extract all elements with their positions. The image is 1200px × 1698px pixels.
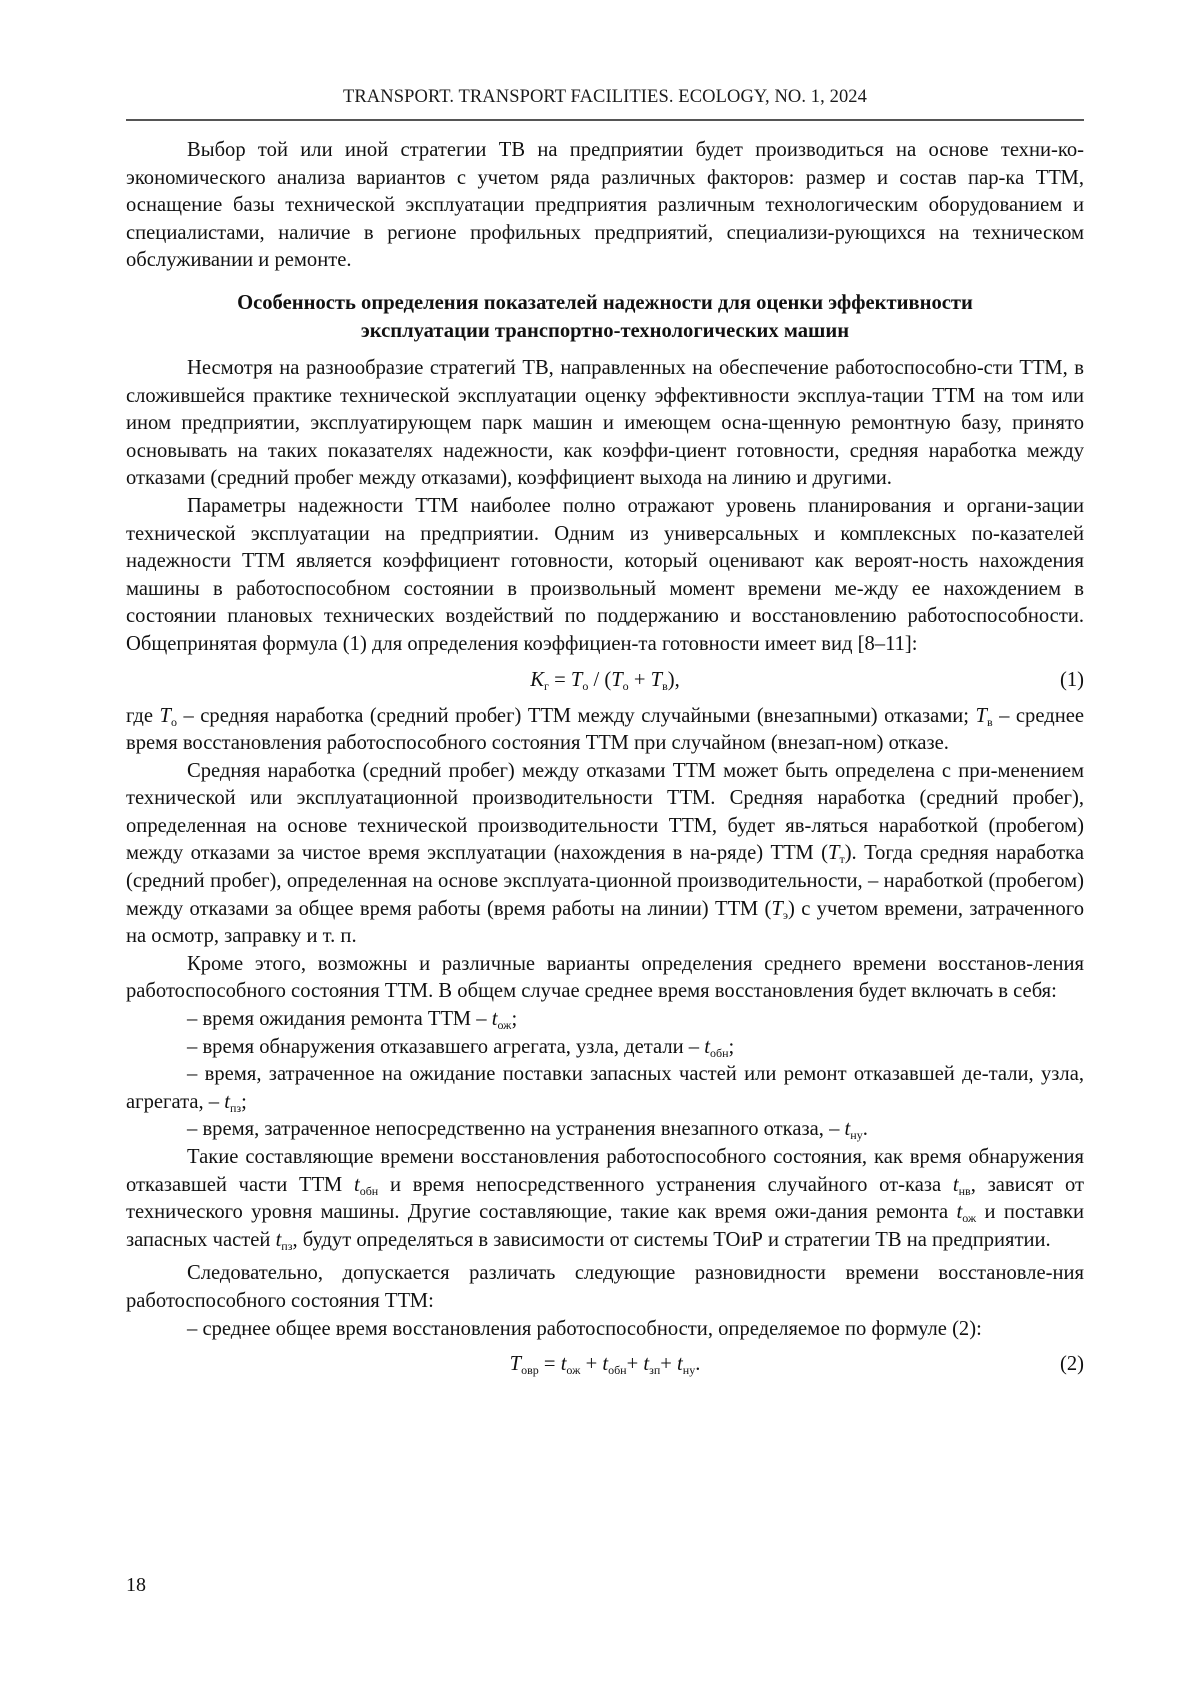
paragraph-equation-1-definitions: где $T_о$ – средняя наработка (средний пробег) ТТМ между случайными (внезапными) отказами; $T_в$ – среднее время восстановления работоспособного состояния ТТМ при случайном (внезап-ном) отказе. <box>126 704 1084 755</box>
list-item-detection-time: – время обнаружения отказавшего агрегата, узла, детали – $t_{обн}$; <box>187 1035 735 1060</box>
equation-2-body: $T_{овр} = t_{ож} + t_{обн}+ t_{зп}+ t_{ну}$. <box>509 1353 701 1378</box>
list-item-spare-parts-time: – время, затраченное на ожидание поставки запасных частей или ремонт отказавшей де-тали, узла, агрегата, – $t_{пз}$; <box>126 1063 1084 1115</box>
list-item-waiting-time: – время ожидания ремонта ТТМ – $t_{ож}$; <box>187 1008 518 1033</box>
paragraph-availability-coefficient: Параметры надежности ТТМ наиболее полно отражают уровень планирования и органи-зации технической эксплуатации на предприятии. Одним из универсальных и комплексных по-казателей надежности ТТМ является коэффициент готовности, который оценивают как вероят-ность нахождения машины в работоспособном состоянии в произвольный момент времени ме-жду ее нахождением в состоянии плановых технических воздействий по поддержанию и восстановлению работоспособности. Общепринятая формула (1) для определения коэффициен-та готовности имеет вид [8–11]: <box>126 494 1084 655</box>
equation-1-number: (1) <box>1059 668 1084 691</box>
section-title-line-1: Особенность определения показателей надежности для оценки эффективности <box>237 291 973 314</box>
section-title-line-2: эксплуатации транспортно-технологических машин <box>360 319 850 342</box>
paragraph-reliability-indicators: Несмотря на разнообразие стратегий ТВ, направленных на обеспечение работоспособно-сти ТТМ, в сложившейся практике технической эксплуатации оценку эффективности эксплуа-тации ТТМ на том или ином предприятии, эксплуатирующем парк машин и имеющем осна-щенную ремонтную базу, принято основывать на таких показателях надежности, как коэффи-циент готовности, средняя наработка между отказами (средний пробег между отказами), коэффициент выхода на линию и другими. <box>126 356 1084 490</box>
equation-1-body: $K_г = T_о / (T_о + T_в)$, <box>530 668 680 693</box>
list-item-total-recovery-time: – среднее общее время восстановления работоспособности, определяемое по формуле (2): <box>187 1317 982 1340</box>
paragraph-recovery-components: Такие составляющие времени восстановления работоспособного состояния, как время обнаружения отказавшей части ТТМ $t_{обн}$ и время непосредственного устранения случайного от-каза $t_{нв}$, зависят от технического уровня машины. Другие составляющие, такие как время ожи-дания ремонта $t_{ож}$ и поставки запасных частей $t_{пз}$, будут определяться в зависимости от системы ТОиР и стратегии ТВ на предприятии. <box>126 1146 1085 1253</box>
running-head: TRANSPORT. TRANSPORT FACILITIES. ECOLOGY, NO. 1, 2024 <box>342 87 868 107</box>
paragraph-recovery-types: Следовательно, допускается различать следующие разновидности времени восстановле-ния работоспособного состояния ТТМ: <box>126 1262 1084 1312</box>
list-item-repair-time: – время, затраченное непосредственно на устранения внезапного отказа, – $t_{ну}$. <box>187 1118 868 1143</box>
equation-1 <box>126 659 1084 703</box>
document-body <box>126 137 1084 1387</box>
header-rule <box>126 119 1084 121</box>
page-number: 18 <box>126 1574 146 1596</box>
paragraph-mean-time-between-failures: Средняя наработка (средний пробег) между отказами ТТМ может быть определена с при-менением технической или эксплуатационной производительности ТТМ. Средняя наработка (средний пробег), определенная на основе технической производительности ТТМ, будет яв-ляться наработкой (пробегом) между отказами за чистое время эксплуатации (нахождения в на-ряде) ТТМ $(T_т)$. Тогда средняя наработка (средний пробег), определенная на основе эксплуата-ционной производительности, – наработкой (пробегом) между отказами за общее время работы (время работы на линии) ТТМ $(T_э)$ с учетом времени, затраченного на осмотр, заправку и т. п. <box>126 759 1084 948</box>
equation-2-number: (2) <box>1059 1353 1084 1376</box>
paragraph-strategy-choice: Выбор той или иной стратегии ТВ на предприятии будет производиться на основе техни-ко-экономического анализа вариантов с учетом ряда различных факторов: размер и состав пар-ка ТТМ, оснащение базы технической эксплуатации предприятия различным технологическим оборудованием и специалистами, наличие в регионе профильных предприятий, специализи-рующихся на техническом обслуживании и ремонте. <box>126 139 1084 272</box>
equation-2 <box>126 1343 1084 1387</box>
section-title <box>126 289 1084 345</box>
paragraph-recovery-time-variants: Кроме этого, возможны и различные варианты определения среднего времени восстанов-ления работоспособного состояния ТТМ. В общем случае среднее время восстановления будет включать в себя: <box>126 952 1084 1003</box>
